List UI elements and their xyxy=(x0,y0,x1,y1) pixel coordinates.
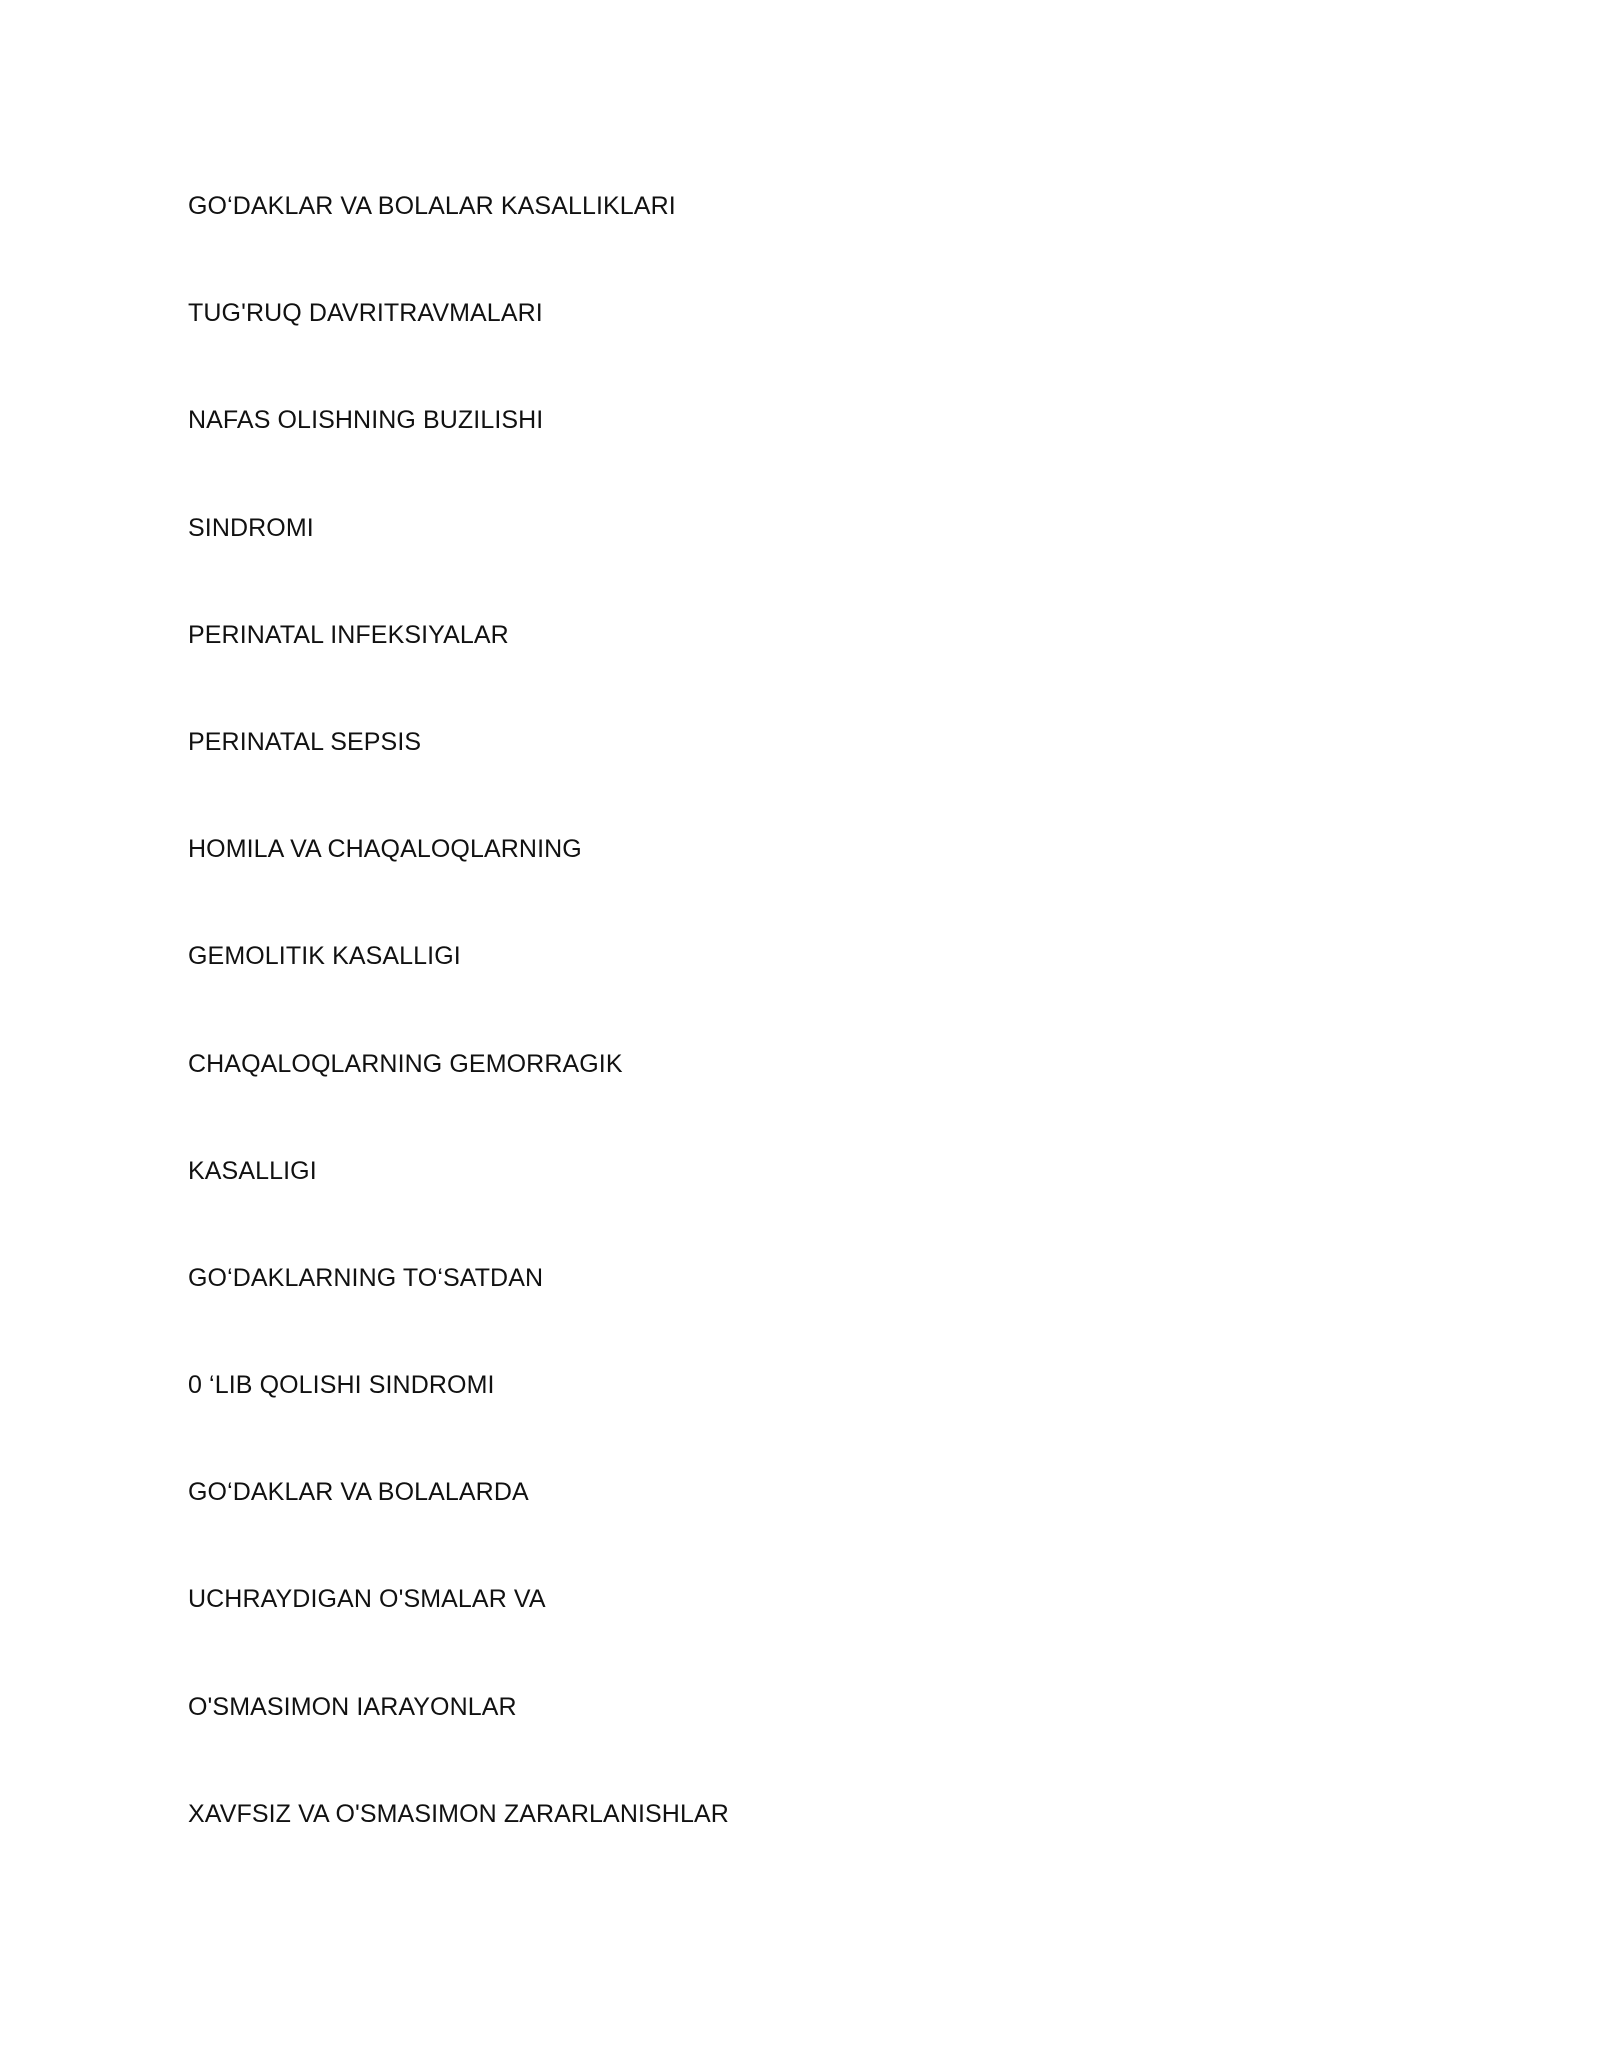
text-line: CHAQALOQLARNING GEMORRAGIK xyxy=(188,1049,623,1078)
text-line: GO‘DAKLARNING TO‘SATDAN xyxy=(188,1263,544,1292)
text-line: PERINATAL INFEKSIYALAR xyxy=(188,620,509,649)
text-line: GEMOLITIK KASALLIGI xyxy=(188,942,461,971)
text-line: TUG'RUQ DAVRITRAVMALARI xyxy=(188,299,543,328)
text-line: SINDROMI xyxy=(188,513,314,542)
text-line: GO‘DAKLAR VA BOLALARDA xyxy=(188,1478,529,1507)
text-line: UCHRAYDIGAN O'SMALAR VA xyxy=(188,1585,546,1614)
text-line: PERINATAL SEPSIS xyxy=(188,727,422,756)
text-line: KASALLIGI xyxy=(188,1156,317,1185)
text-lines xyxy=(188,186,729,1901)
text-line: O'SMASIMON IARAYONLAR xyxy=(188,1692,517,1721)
text-line: XAVFSIZ VA O'SMASIMON ZARARLANISHLAR xyxy=(188,1799,729,1828)
text-line: HOMILA VA CHAQALOQLARNING xyxy=(188,835,582,864)
text-line: NAFAS OLISHNING BUZILISHI xyxy=(188,406,544,435)
text-line: 0 ‘LIB QOLISHI SINDROMI xyxy=(188,1371,495,1400)
text-line: GO‘DAKLAR VA BOLALAR KASALLIKLARI xyxy=(188,192,676,220)
